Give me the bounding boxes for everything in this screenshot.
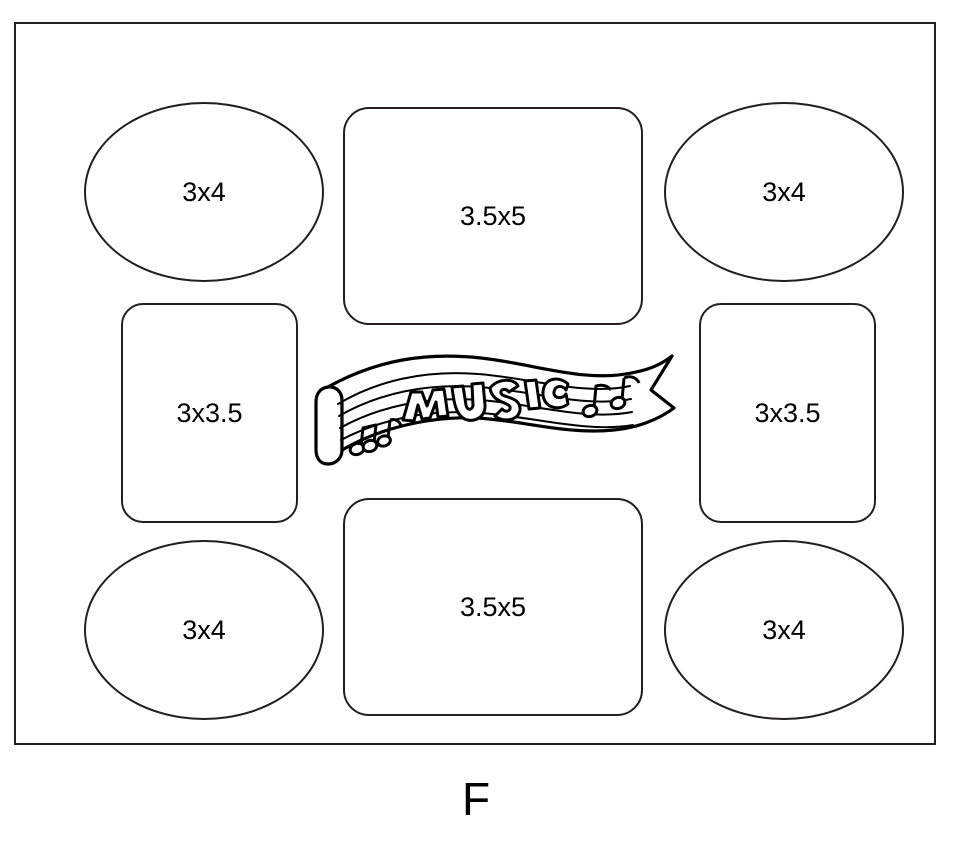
layout-frame bbox=[14, 22, 936, 745]
photo-slot-bottom-center-rect[interactable] bbox=[343, 498, 643, 716]
photo-slot-label: 3x4 bbox=[762, 614, 806, 645]
photo-slot-top-left-oval[interactable] bbox=[84, 102, 324, 282]
photo-slot-middle-left-rect[interactable] bbox=[121, 303, 298, 523]
music-banner-icon bbox=[306, 342, 686, 482]
photo-slot-label: 3.5x5 bbox=[459, 200, 527, 231]
photo-slot-label: 3x3.5 bbox=[176, 397, 243, 428]
photo-slot-label: 3.5x5 bbox=[459, 591, 527, 622]
photo-slot-label: 3x3.5 bbox=[754, 397, 821, 428]
photo-slot-bottom-right-oval[interactable] bbox=[664, 540, 904, 720]
photo-slot-label: 3x4 bbox=[182, 614, 226, 645]
photo-slot-label: 3x4 bbox=[182, 176, 226, 207]
photo-slot-top-center-rect[interactable] bbox=[343, 107, 643, 325]
photo-slot-bottom-left-oval[interactable] bbox=[84, 540, 324, 720]
photo-slot-top-right-oval[interactable] bbox=[664, 102, 904, 282]
page-caption: F bbox=[461, 773, 492, 825]
photo-slot-label: 3x4 bbox=[762, 176, 806, 207]
photo-slot-middle-right-rect[interactable] bbox=[699, 303, 876, 523]
